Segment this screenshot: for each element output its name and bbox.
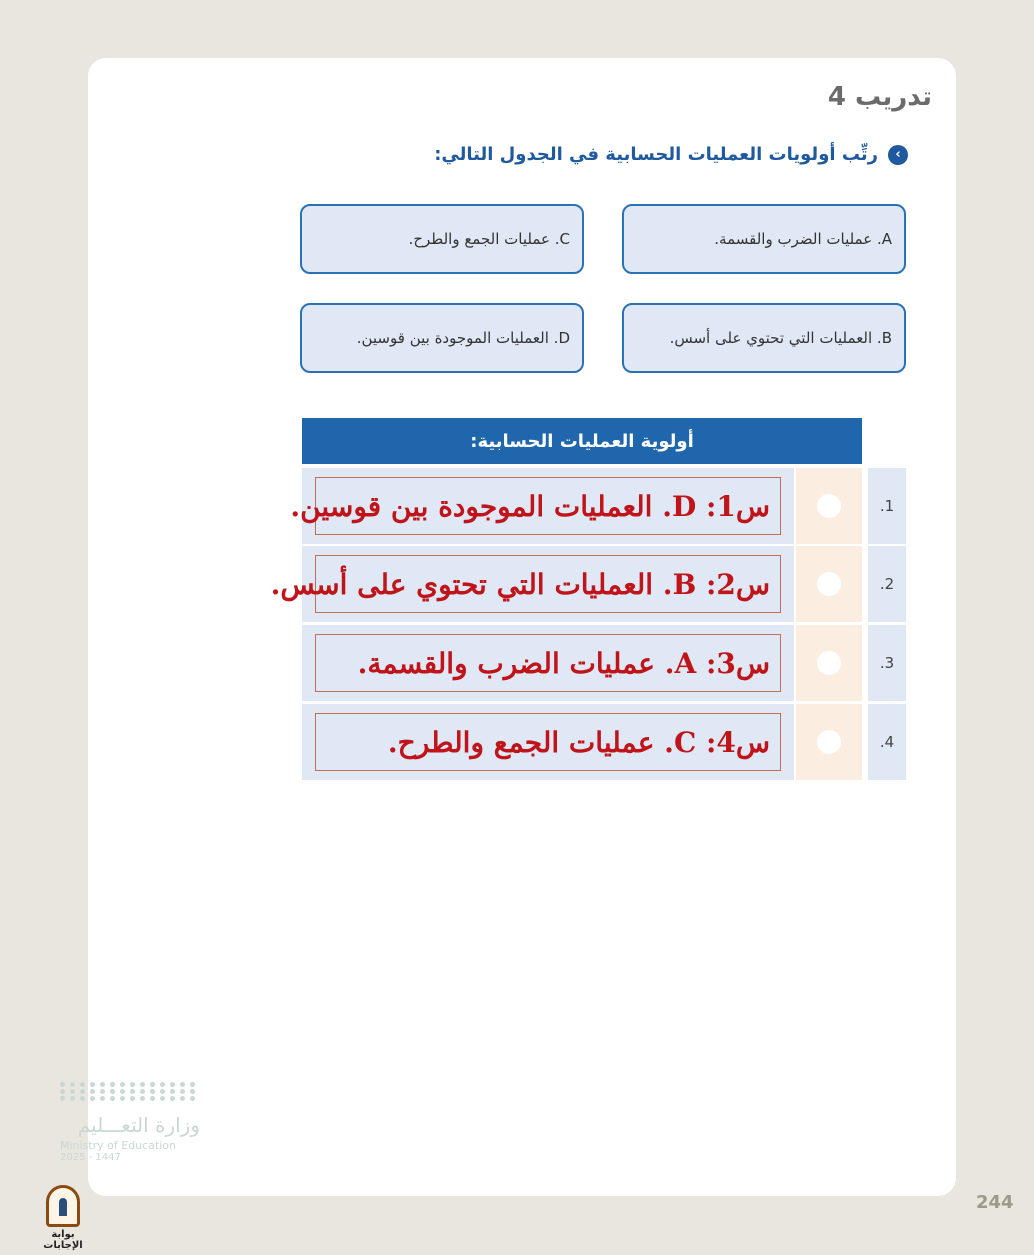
ministry-watermark <box>60 1082 200 1163</box>
answer-text: س1: D. العمليات الموجودة بين قوسين. <box>315 477 781 535</box>
site-logo[interactable] <box>30 1185 96 1251</box>
circle-icon <box>817 494 841 518</box>
textbook-page <box>88 58 956 1196</box>
option-a-text: A. عمليات الضرب والقسمة. <box>714 230 892 248</box>
chevron-right-circle-icon: › <box>888 145 908 165</box>
answer-slot[interactable] <box>796 625 862 701</box>
instruction-text: رتِّب أولويات العمليات الحسابية في الجدول التالي: <box>434 144 878 165</box>
gate-logo-icon <box>46 1185 80 1227</box>
ministry-name-ar: وزارة التعـــليم <box>77 1113 200 1137</box>
answer-text: س2: B. العمليات التي تحتوي على أسس. <box>315 555 781 613</box>
answer-text: س4: C. عمليات الجمع والطرح. <box>315 713 781 771</box>
option-card-d <box>300 303 584 373</box>
circle-icon <box>817 730 841 754</box>
option-d-text: D. العمليات الموجودة بين قوسين. <box>356 329 570 347</box>
answer-cell <box>270 546 794 622</box>
logo-text: بوابة الإجابات <box>43 1229 83 1251</box>
table-row <box>302 625 906 701</box>
answer-cell <box>302 625 794 701</box>
ministry-name-en: Ministry of Education <box>60 1139 177 1152</box>
circle-icon <box>817 572 841 596</box>
option-c-text: C. عمليات الجمع والطرح. <box>408 230 570 248</box>
table-header: أولوية العمليات الحسابية: <box>302 418 862 464</box>
answer-cell <box>290 468 794 544</box>
table-row <box>270 546 906 622</box>
ministry-logo-icon <box>60 1082 200 1101</box>
row-number: .2 <box>868 546 906 622</box>
option-card-b <box>622 303 906 373</box>
answer-slot[interactable] <box>796 468 862 544</box>
option-b-text: B. العمليات التي تحتوي على أسس. <box>669 329 892 347</box>
answer-slot[interactable] <box>796 546 862 622</box>
answer-cell <box>302 704 794 780</box>
answer-text: س3: A. عمليات الضرب والقسمة. <box>315 634 781 692</box>
row-number: .1 <box>868 468 906 544</box>
circle-icon <box>817 651 841 675</box>
answer-slot[interactable] <box>796 704 862 780</box>
row-number: .4 <box>868 704 906 780</box>
option-card-c <box>300 204 584 274</box>
exercise-title: تدريب 4 <box>827 82 932 112</box>
row-number: .3 <box>868 625 906 701</box>
page-number: 244 <box>976 1192 1014 1213</box>
ministry-year: 2025 - 1447 <box>60 1152 121 1163</box>
table-row <box>290 468 906 544</box>
option-card-a <box>622 204 906 274</box>
table-row <box>302 704 906 780</box>
instruction <box>434 144 908 165</box>
